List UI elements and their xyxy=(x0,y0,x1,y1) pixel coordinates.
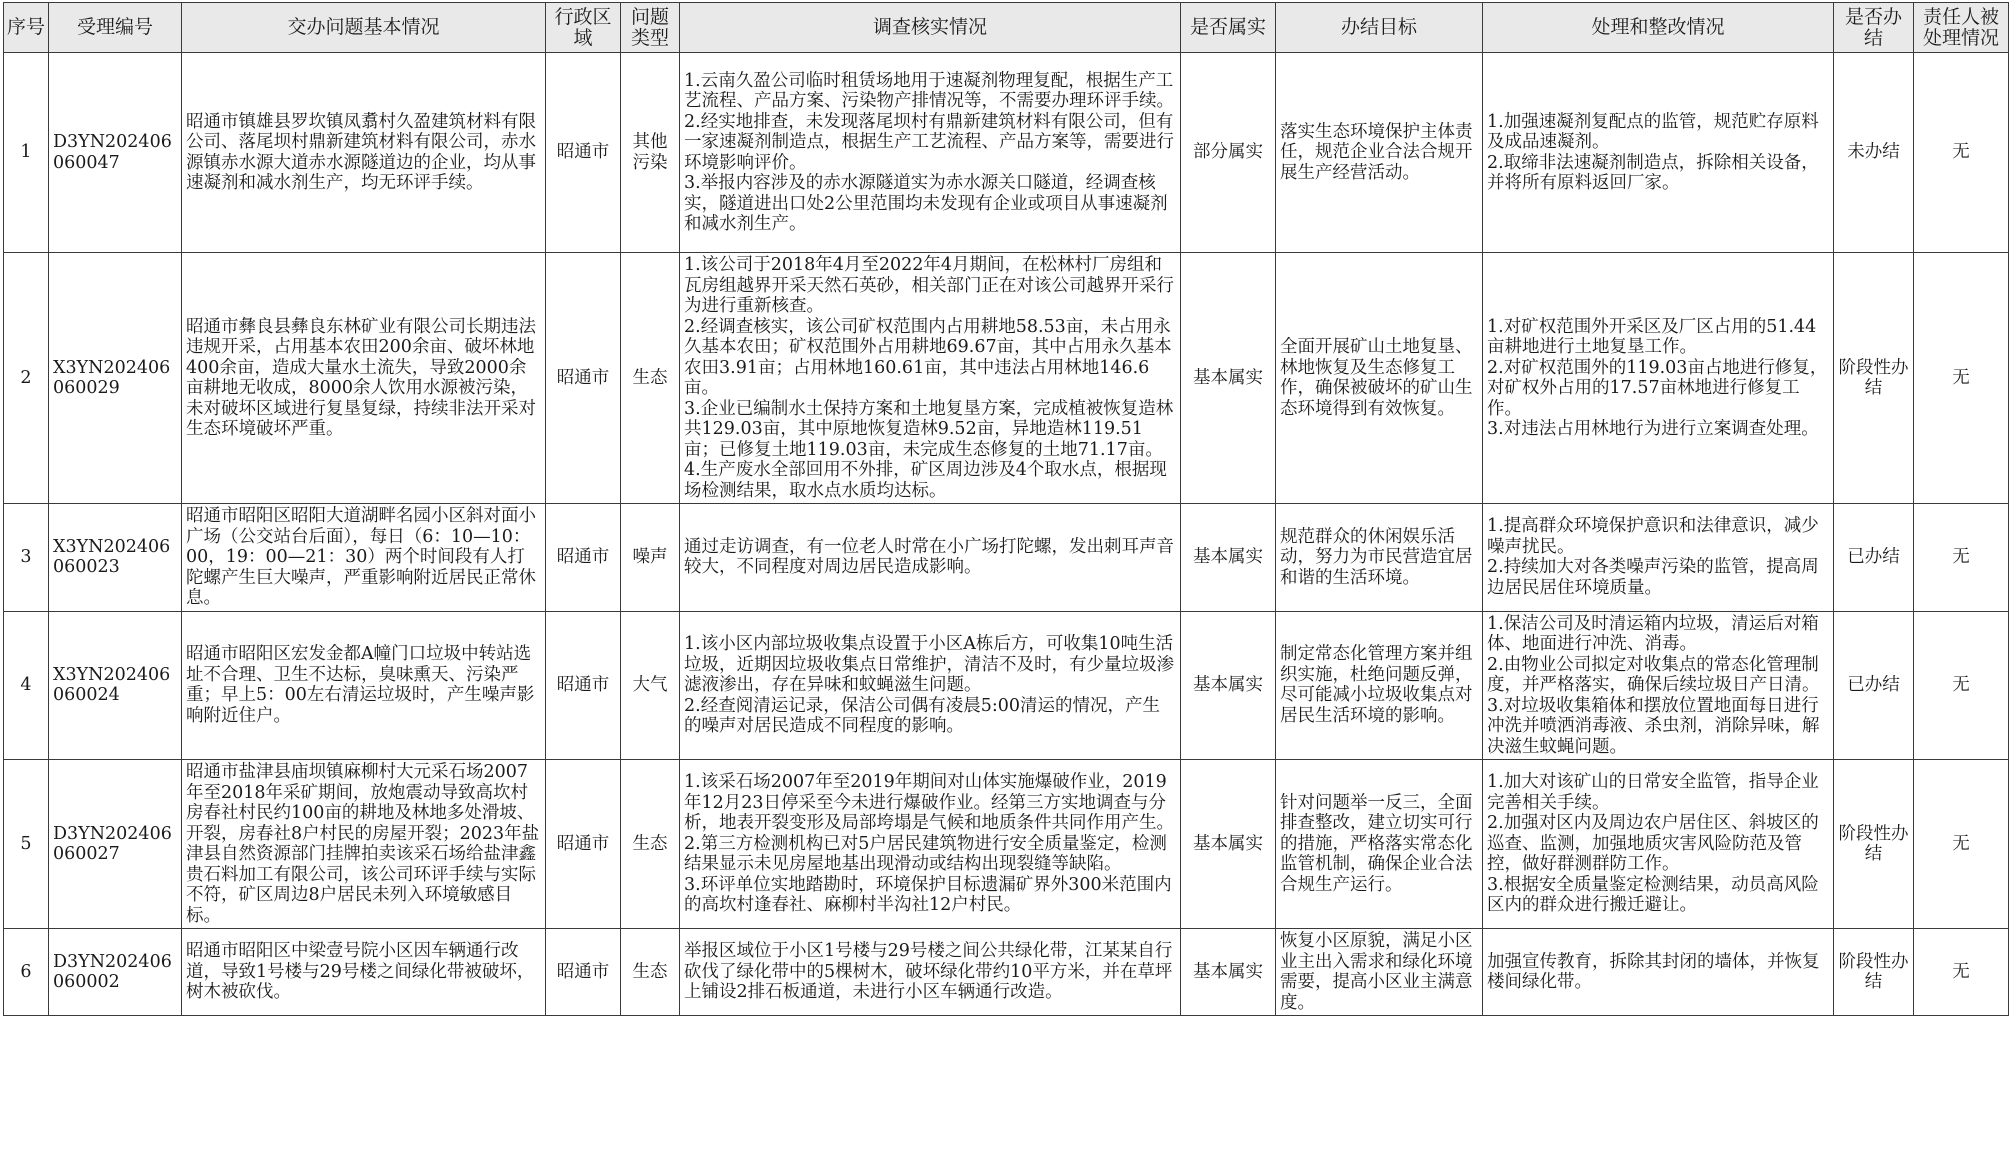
rectification xyxy=(1483,929,1834,1016)
rectification xyxy=(1483,253,1834,504)
verified-status: 部分属实 xyxy=(1181,53,1276,253)
case-code: X3YN202406060024 xyxy=(49,611,182,760)
region: 昭通市 xyxy=(546,611,621,760)
header-row xyxy=(4,3,2009,53)
investigation-item: 1.云南久盈公司临时租赁场地用于速凝剂物理复配，根据生产工艺流程、产品方案、污染物产排情况等，不需要办理环评手续。 xyxy=(684,70,1174,111)
problem-type: 其他污染 xyxy=(621,53,680,253)
table-row xyxy=(4,760,2009,929)
row-number: 3 xyxy=(4,504,49,612)
problem-type: 生态 xyxy=(621,929,680,1016)
rectification-item: 加强宣传教育，拆除其封闭的墙体，并恢复楼间绿化带。 xyxy=(1487,951,1820,992)
case-code: D3YN202406060047 xyxy=(49,53,182,253)
table-row xyxy=(4,253,2009,504)
rectification-item: 3.对垃圾收集箱体和摆放位置地面每日进行冲洗并喷洒消毒液、杀虫剂，消除异味，解决滋生蚊蝇问题。 xyxy=(1487,695,1820,757)
accountability: 无 xyxy=(1914,253,2009,504)
case-code: X3YN202406060023 xyxy=(49,504,182,612)
accountability: 无 xyxy=(1914,929,2009,1016)
investigation xyxy=(680,611,1181,760)
region: 昭通市 xyxy=(546,253,621,504)
rectification-item: 2.由物业公司拟定对收集点的常态化管理制度，并严格落实，确保后续垃圾日产日清。 xyxy=(1487,654,1820,695)
investigation xyxy=(680,760,1181,929)
accountability: 无 xyxy=(1914,760,2009,929)
investigation-item: 4.生产废水全部回用不外排，矿区周边涉及4个取水点，根据现场检测结果，取水点水质均达标。 xyxy=(684,460,1167,501)
case-code: D3YN202406060002 xyxy=(49,929,182,1016)
rectification xyxy=(1483,53,1834,253)
header-goal: 办结目标 xyxy=(1276,3,1483,53)
problem-description: 昭通市昭阳区宏发金都A幢门口垃圾中转站选址不合理、卫生不达标，臭味熏天、污染严重；早上5：00左右清运垃圾时，产生噪声影响附近住户。 xyxy=(182,611,546,760)
case-code: X3YN202406060029 xyxy=(49,253,182,504)
investigation xyxy=(680,53,1181,253)
investigation xyxy=(680,253,1181,504)
closure-goal: 制定常态化管理方案并组织实施，杜绝问题反弹，尽可能减小垃圾收集点对居民生活环境的影响。 xyxy=(1276,611,1483,760)
verified-status: 基本属实 xyxy=(1181,253,1276,504)
header-accountability: 责任人被处理情况 xyxy=(1914,3,2009,53)
header-closed: 是否办结 xyxy=(1834,3,1914,53)
table-body xyxy=(4,53,2009,1016)
header-problem: 交办问题基本情况 xyxy=(182,3,546,53)
row-number: 2 xyxy=(4,253,49,504)
rectification-item: 2.加强对区内及周边农户居住区、斜坡区的巡查、监测，加强地质灾害风险防范及管控，做好群测群防工作。 xyxy=(1487,813,1819,875)
closure-status: 已办结 xyxy=(1834,504,1914,612)
rectification xyxy=(1483,760,1834,929)
verified-status: 基本属实 xyxy=(1181,760,1276,929)
problem-description: 昭通市盐津县庙坝镇麻柳村大元采石场2007年至2018年采矿期间，放炮震动导致高坎村房春社村民约100亩的耕地及林地多处滑坡、开裂，房春社8户村民的房屋开裂；2023年盐津县自然资源部门挂牌拍卖该采石场给盐津鑫贵石料加工有限公司，该公司环评手续与实际不符，矿区周边8户居民未列入环境敏感目标。 xyxy=(182,760,546,929)
investigation-item: 3.企业已编制水土保持方案和土地复垦方案，完成植被恢复造林共129.03亩，其中原地恢复造林9.52亩，异地造林119.51亩；已修复土地119.03亩，未完成生态修复的土地71.17亩。 xyxy=(684,398,1174,460)
investigation-item: 通过走访调查，有一位老人时常在小广场打陀螺，发出刺耳声音较大，不同程度对周边居民造成影响。 xyxy=(684,536,1174,578)
investigation-item: 2.经实地排查，未发现落尾坝村有鼎新建筑材料有限公司，但有一家速凝剂制造点，根据生产工艺流程、产品方案等，需要进行环境影响评价。 xyxy=(684,111,1174,173)
closure-status: 已办结 xyxy=(1834,611,1914,760)
problem-type: 大气 xyxy=(621,611,680,760)
closure-status: 阶段性办结 xyxy=(1834,253,1914,504)
case-code: D3YN202406060027 xyxy=(49,760,182,929)
problem-type: 生态 xyxy=(621,760,680,929)
rectification-item: 3.对违法占用林地行为进行立案调查处理。 xyxy=(1487,419,1819,439)
table-row xyxy=(4,504,2009,612)
header-region: 行政区域 xyxy=(546,3,621,53)
investigation-item: 3.环评单位实地踏勘时，环境保护目标遗漏矿界外300米范围内的高坎村逢春社、麻柳村半沟社12户村民。 xyxy=(684,874,1172,916)
table-row xyxy=(4,611,2009,760)
row-number: 4 xyxy=(4,611,49,760)
rectification-item: 1.保洁公司及时清运箱内垃圾，清运后对箱体、地面进行冲洗、消毒。 xyxy=(1487,613,1819,654)
closure-status: 阶段性办结 xyxy=(1834,760,1914,929)
investigation xyxy=(680,929,1181,1016)
rectification-item: 1.加大对该矿山的日常安全监管，指导企业完善相关手续。 xyxy=(1487,772,1819,813)
rectification-item: 1.对矿权范围外开采区及厂区占用的51.44亩耕地进行土地复垦工作。 xyxy=(1487,316,1817,357)
closure-goal: 落实生态环境保护主体责任，规范企业合法合规开展生产经营活动。 xyxy=(1276,53,1483,253)
closure-status: 未办结 xyxy=(1834,53,1914,253)
table-row xyxy=(4,53,2009,253)
problem-description: 昭通市镇雄县罗坎镇凤翥村久盈建筑材料有限公司、落尾坝村鼎新建筑材料有限公司，赤水源镇赤水源大道赤水源隧道边的企业，均从事速凝剂和减水剂生产，均无环评手续。 xyxy=(182,53,546,253)
header-rectification: 处理和整改情况 xyxy=(1483,3,1834,53)
header-no: 序号 xyxy=(4,3,49,53)
region: 昭通市 xyxy=(546,504,621,612)
problem-type: 噪声 xyxy=(621,504,680,612)
rectification xyxy=(1483,611,1834,760)
verified-status: 基本属实 xyxy=(1181,929,1276,1016)
rectification-item: 2.持续加大对各类噪声污染的监管，提高周边居民居住环境质量。 xyxy=(1487,557,1819,598)
investigation-item: 2.第三方检测机构已对5户居民建筑物进行安全质量鉴定，检测结果显示未见房屋地基出现滑动或结构出现裂缝等缺陷。 xyxy=(684,833,1167,875)
investigation-item: 1.该小区内部垃圾收集点设置于小区A栋后方，可收集10吨生活垃圾，近期因垃圾收集点日常维护，清洁不及时，有少量垃圾渗滤液渗出，存在异味和蚊蝇滋生问题。 xyxy=(684,634,1174,695)
header-investigation: 调查核实情况 xyxy=(680,3,1181,53)
rectification-item: 1.提高群众环境保护意识和法律意识，减少噪声扰民。 xyxy=(1487,516,1819,557)
rectification-item: 2.取缔非法速凝剂制造点，拆除相关设备，并将所有原料返回厂家。 xyxy=(1487,152,1819,193)
closure-goal: 规范群众的休闲娱乐活动，努力为市民营造宜居和谐的生活环境。 xyxy=(1276,504,1483,612)
investigation xyxy=(680,504,1181,612)
accountability: 无 xyxy=(1914,611,2009,760)
row-number: 5 xyxy=(4,760,49,929)
region: 昭通市 xyxy=(546,53,621,253)
investigation-item: 1.该公司于2018年4月至2022年4月期间，在松林村厂房组和瓦房组越界开采天然石英砂，相关部门正在对该公司越界开采行为进行重新核查。 xyxy=(684,255,1174,316)
investigation-item: 2.经查阅清运记录，保洁公司偶有凌晨5:00清运的情况，产生的噪声对居民造成不同程度的影响。 xyxy=(684,695,1160,736)
problem-description: 昭通市昭阳区中梁壹号院小区因车辆通行改道，导致1号楼与29号楼之间绿化带被破坏，树木被砍伐。 xyxy=(182,929,546,1016)
header-code: 受理编号 xyxy=(49,3,182,53)
accountability: 无 xyxy=(1914,53,2009,253)
table-row xyxy=(4,929,2009,1016)
closure-goal: 恢复小区原貌，满足小区业主出入需求和绿化环境需要，提高小区业主满意度。 xyxy=(1276,929,1483,1016)
header-verified: 是否属实 xyxy=(1181,3,1276,53)
rectification xyxy=(1483,504,1834,612)
verified-status: 基本属实 xyxy=(1181,611,1276,760)
rectification-item: 1.加强速凝剂复配点的监管，规范贮存原料及成品速凝剂。 xyxy=(1487,111,1819,152)
rectification-item: 3.根据安全质量鉴定检测结果，动员高风险区内的群众进行搬迁避让。 xyxy=(1487,874,1819,916)
closure-goal: 全面开展矿山土地复垦、林地恢复及生态修复工作，确保被破坏的矿山生态环境得到有效恢复。 xyxy=(1276,253,1483,504)
problem-description: 昭通市昭阳区昭阳大道湖畔名园小区斜对面小广场（公交站台后面），每日（6：10—10：00，19：00—21：30）两个时间段有人打陀螺产生巨大噪声，严重影响附近居民正常休息。 xyxy=(182,504,546,612)
region: 昭通市 xyxy=(546,760,621,929)
investigation-item: 1.该采石场2007年至2019年期间对山体实施爆破作业，2019年12月23日停采至今未进行爆破作业。经第三方实地调查与分析，地表开裂变形及局部垮塌是气候和地质条件共同作用产生。 xyxy=(684,772,1174,834)
verified-status: 基本属实 xyxy=(1181,504,1276,612)
investigation-item: 3.举报内容涉及的赤水源隧道实为赤水源关口隧道，经调查核实，隧道进出口处2公里范围均未发现有企业或项目从事速凝剂和减水剂生产。 xyxy=(684,173,1168,234)
investigation-item: 2.经调查核实，该公司矿权范围内占用耕地58.53亩，未占用永久基本农田；矿权范围外占用耕地69.67亩，其中占用永久基本农田3.91亩；占用林地160.61亩，其中违法占用林地146.6亩。 xyxy=(684,316,1172,398)
row-number: 1 xyxy=(4,53,49,253)
region: 昭通市 xyxy=(546,929,621,1016)
problem-type: 生态 xyxy=(621,253,680,504)
investigation-item: 举报区域位于小区1号楼与29号楼之间公共绿化带，江某某自行砍伐了绿化带中的5棵树木，破坏绿化带约10平方米，并在草坪上铺设2排石板通道，未进行小区车辆通行改造。 xyxy=(684,941,1173,1003)
accountability: 无 xyxy=(1914,504,2009,612)
closure-goal: 针对问题举一反三，全面排查整改，建立切实可行的措施，严格落实常态化监管机制，确保企业合法合规生产运行。 xyxy=(1276,760,1483,929)
rectification-item: 2.对矿权范围外的119.03亩占地进行修复，对矿权外占用的17.57亩林地进行修复工作。 xyxy=(1487,357,1828,419)
problem-description: 昭通市彝良县彝良东林矿业有限公司长期违法违规开采，占用基本农田200余亩、破坏林地400余亩，造成大量水土流失，导致2000余亩耕地无收成，8000余人饮用水源被污染，未对破坏区域进行复垦复绿，持续非法开采对生态环境破坏严重。 xyxy=(182,253,546,504)
case-table xyxy=(3,2,2009,1016)
closure-status: 阶段性办结 xyxy=(1834,929,1914,1016)
header-type: 问题类型 xyxy=(621,3,680,53)
row-number: 6 xyxy=(4,929,49,1016)
